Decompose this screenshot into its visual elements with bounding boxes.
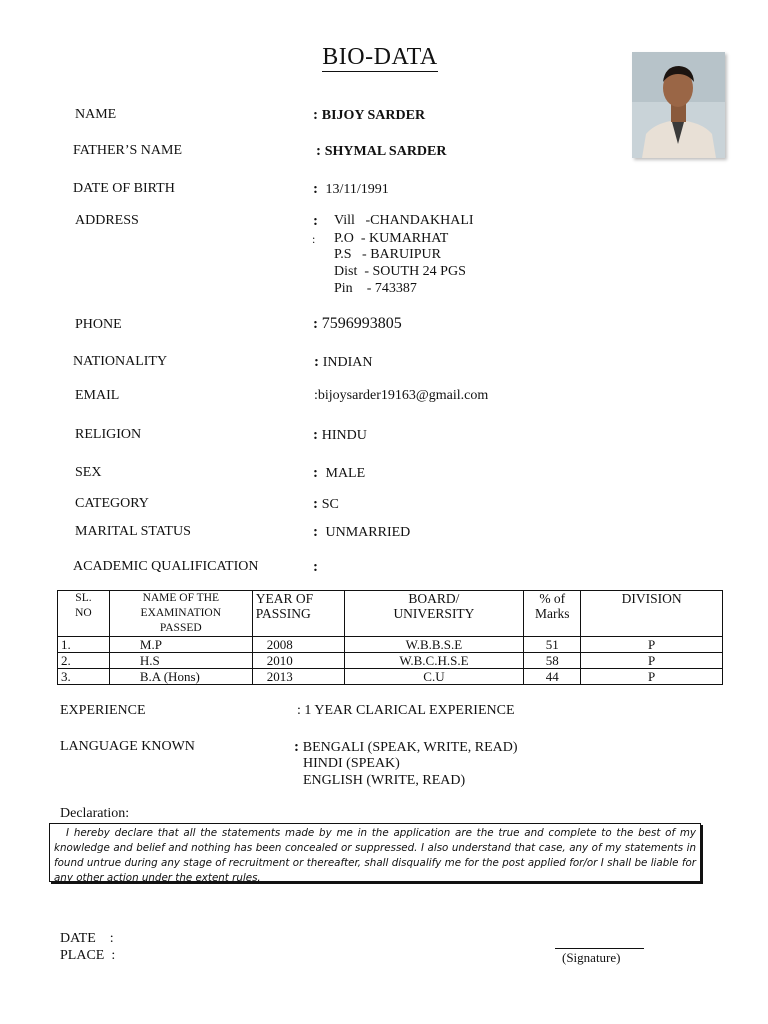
cell-exam: B.A (Hons) (109, 669, 252, 685)
cell-board: C.U (344, 669, 524, 685)
marital-value: : UNMARRIED (313, 524, 411, 540)
name-label: NAME (75, 107, 117, 122)
father-value: : SHYMAL SARDER (316, 143, 447, 159)
nationality-label: NATIONALITY (73, 354, 168, 369)
address-line: Vill -CHANDAKHALI (334, 213, 474, 228)
sex-value: : MALE (313, 465, 366, 481)
cell-board: W.B.B.S.E (344, 637, 524, 653)
sex-label: SEX (75, 465, 102, 480)
page-title: BIO-DATA (322, 44, 438, 70)
table-row (58, 669, 723, 685)
colon: : (313, 107, 322, 123)
address-line: P.O - KUMARHAT (334, 231, 449, 246)
phone-value: : 7596993805 (313, 315, 402, 332)
address-colon-2: : (312, 232, 316, 246)
cell-exam: M.P (109, 637, 252, 653)
academic-label: ACADEMIC QUALIFICATION (73, 559, 259, 574)
experience-label: EXPERIENCE (60, 703, 146, 718)
experience-value: : 1 YEAR CLARICAL EXPERIENCE (297, 703, 515, 718)
cell-division: P (581, 669, 723, 685)
cell-sl: 1. (58, 637, 110, 653)
colon: : (316, 143, 325, 159)
religion-label: RELIGION (75, 427, 142, 442)
header-sl: SL. NO (58, 591, 110, 637)
nationality-value: : INDIAN (314, 354, 373, 370)
cell-board: W.B.C.H.S.E (344, 653, 524, 669)
portrait-icon (632, 52, 725, 158)
cell-year: 2008 (252, 637, 344, 653)
signature-label: (Signature) (562, 950, 621, 965)
cell-marks: 51 (524, 637, 581, 653)
place-label: PLACE : (60, 948, 116, 963)
date-label: DATE : (60, 931, 114, 946)
table-header-row (58, 591, 723, 637)
cell-sl: 3. (58, 669, 110, 685)
address-colon: : (313, 213, 318, 229)
category-label: CATEGORY (75, 496, 149, 511)
header-division: DIVISION (581, 591, 723, 637)
address-line: Pin - 743387 (334, 281, 417, 296)
header-board: BOARD/ UNIVERSITY (344, 591, 524, 637)
declaration-text: I hereby declare that all the statements made by me in the application are the true and complete to the best of my knowledge and belief and nothing has been concealed or suppressed. I also understand that case, any of my statements in found untrue during any stage of recruitment or thereafter, shall disqualify me for the post applied for/or I shall be liable for any other action under the extent rules. (54, 827, 696, 884)
cell-exam: H.S (109, 653, 252, 669)
language-label: LANGUAGE KNOWN (60, 739, 195, 754)
signature-line (555, 948, 644, 949)
language-line: HINDI (SPEAK) (303, 756, 400, 771)
header-marks: % of Marks (524, 591, 581, 637)
address-line: Dist - SOUTH 24 PGS (334, 264, 466, 279)
cell-year: 2013 (252, 669, 344, 685)
profile-photo (632, 52, 725, 158)
language-line: : BENGALI (SPEAK, WRITE, READ) (294, 739, 518, 755)
cell-marks: 58 (524, 653, 581, 669)
header-year: YEAR OF PASSING (252, 591, 344, 637)
colon: : (313, 181, 326, 197)
religion-value: : HINDU (313, 427, 367, 443)
category-value: : SC (313, 496, 339, 512)
marital-label: MARITAL STATUS (75, 524, 191, 539)
dob-label: DATE OF BIRTH (73, 181, 175, 196)
table-row (58, 637, 723, 653)
cell-year: 2010 (252, 653, 344, 669)
cell-marks: 44 (524, 669, 581, 685)
address-label: ADDRESS (75, 213, 139, 228)
table-row (58, 653, 723, 669)
academic-table (57, 590, 723, 685)
declaration-label: Declaration: (60, 806, 130, 821)
cell-sl: 2. (58, 653, 110, 669)
phone-label: PHONE (75, 317, 122, 332)
email-value: :bijoysarder19163@gmail.com (314, 388, 489, 403)
name-value: : BIJOY SARDER (313, 107, 426, 123)
header-exam: NAME OF THE EXAMINATION PASSED (109, 591, 252, 637)
email-label: EMAIL (75, 388, 120, 403)
father-label: FATHER’S NAME (73, 143, 183, 158)
dob-value: : 13/11/1991 (313, 181, 389, 197)
address-line: P.S - BARUIPUR (334, 247, 441, 262)
declaration-box (49, 823, 701, 882)
academic-colon: : (313, 559, 318, 575)
language-line: ENGLISH (WRITE, READ) (303, 773, 466, 788)
cell-division: P (581, 637, 723, 653)
cell-division: P (581, 653, 723, 669)
